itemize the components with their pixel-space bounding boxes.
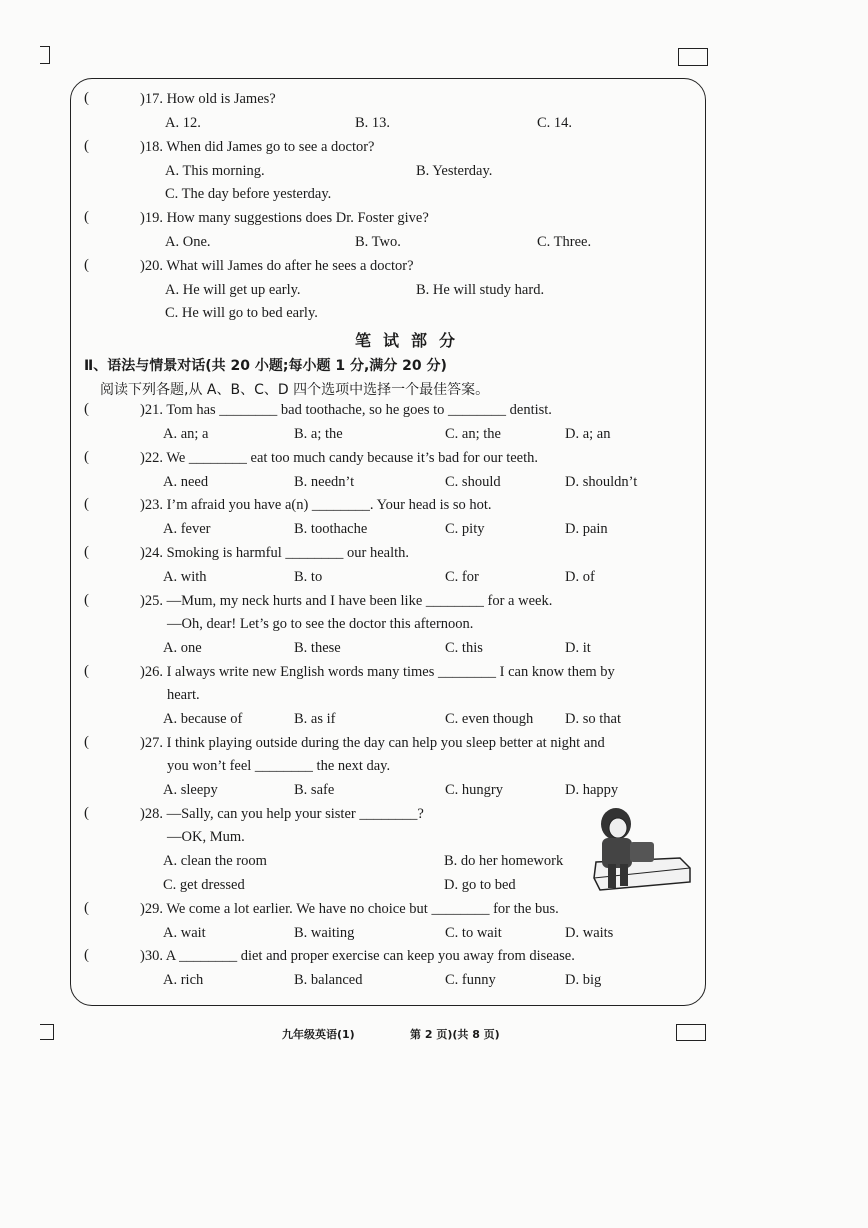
q28-option-c: C. get dressed — [163, 877, 245, 893]
q22-option-d: D. shouldn’t — [565, 474, 638, 490]
section-instruction: 阅读下列各题,从 A、B、C、D 四个选项中选择一个最佳答案。 — [100, 382, 490, 398]
q27-option-a: A. sleepy — [163, 782, 218, 798]
answer-paren: ( — [84, 496, 89, 512]
answer-paren: ( — [84, 592, 89, 608]
q29-option-a: A. wait — [163, 925, 206, 941]
q22-option-c: C. should — [445, 474, 501, 490]
q29-option-b: B. waiting — [294, 925, 355, 941]
q30-option-a: A. rich — [163, 972, 204, 988]
q21-option-a: A. an; a — [163, 426, 209, 442]
q20-option-a: A. He will get up early. — [165, 282, 301, 298]
q17-option-c: C. 14. — [537, 115, 573, 131]
question-24: )24. Smoking is harmful ________ our health. — [140, 545, 410, 561]
q19-option-c: C. Three. — [537, 234, 592, 250]
q28-option-b: B. do her homework — [444, 853, 564, 869]
answer-paren: ( — [84, 401, 89, 417]
answer-paren: ( — [84, 90, 89, 106]
q26-option-b: B. as if — [294, 711, 336, 727]
q20-option-b: B. He will study hard. — [416, 282, 545, 298]
q24-option-c: C. for — [445, 569, 479, 585]
question-30: )30. A ________ diet and proper exercise can keep you away from disease. — [140, 948, 575, 964]
q23-option-c: C. pity — [445, 521, 485, 537]
answer-paren: ( — [84, 805, 89, 821]
question-26: )26. I always write new English words many times ________ I can know them by — [140, 664, 615, 680]
question-19: )19. How many suggestions does Dr. Foster give? — [140, 210, 429, 226]
question-22: )22. We ________ eat too much candy because it’s bad for our teeth. — [140, 450, 539, 466]
q26-option-a: A. because of — [163, 711, 243, 727]
q30-option-d: D. big — [565, 972, 602, 988]
q20-option-c: C. He will go to bed early. — [165, 305, 318, 321]
q19-option-b: B. Two. — [355, 234, 401, 250]
q23-option-b: B. toothache — [294, 521, 368, 537]
q17-option-b: B. 13. — [355, 115, 391, 131]
q21-option-b: B. a; the — [294, 426, 343, 442]
corner-mark-top-right — [678, 48, 708, 66]
q18-option-c: C. The day before yesterday. — [165, 186, 332, 202]
q22-option-a: A. need — [163, 474, 209, 490]
q21-option-c: C. an; the — [445, 426, 501, 442]
question-17: )17. How old is James? — [140, 91, 276, 107]
q27-option-c: C. hungry — [445, 782, 503, 798]
q21-option-d: D. a; an — [565, 426, 611, 442]
q19-option-a: A. One. — [165, 234, 211, 250]
question-28: )28. —Sally, can you help your sister ________? — [140, 806, 424, 822]
q18-option-b: B. Yesterday. — [416, 163, 493, 179]
answer-paren: ( — [84, 449, 89, 465]
q17-option-a: A. 12. — [165, 115, 201, 131]
answer-paren: ( — [84, 209, 89, 225]
question-25: )25. —Mum, my neck hurts and I have been like ________ for a week. — [140, 593, 553, 609]
question-27-line2: you won’t feel ________ the next day. — [167, 758, 391, 774]
footer-subject: 九年级英语(1) — [282, 1028, 355, 1041]
answer-paren: ( — [84, 663, 89, 679]
q24-option-a: A. with — [163, 569, 207, 585]
q24-option-d: D. of — [565, 569, 595, 585]
q29-option-c: C. to wait — [445, 925, 502, 941]
question-18: )18. When did James go to see a doctor? — [140, 139, 375, 155]
q27-option-d: D. happy — [565, 782, 619, 798]
q30-option-b: B. balanced — [294, 972, 363, 988]
answer-paren: ( — [84, 900, 89, 916]
q26-option-c: C. even though — [445, 711, 534, 727]
q30-option-c: C. funny — [445, 972, 496, 988]
answer-paren: ( — [84, 257, 89, 273]
footer-page-number: 第 2 页)(共 8 页) — [410, 1028, 500, 1041]
answer-paren: ( — [84, 138, 89, 154]
q25-option-c: C. this — [445, 640, 483, 656]
q24-option-b: B. to — [294, 569, 323, 585]
q26-option-d: D. so that — [565, 711, 621, 727]
q29-option-d: D. waits — [565, 925, 614, 941]
q22-option-b: B. needn’t — [294, 474, 355, 490]
question-20: )20. What will James do after he sees a doctor? — [140, 258, 414, 274]
q25-option-d: D. it — [565, 640, 591, 656]
girl-sitting-illustration — [588, 802, 692, 894]
question-28-line2: —OK, Mum. — [167, 829, 245, 845]
question-21: )21. Tom has ________ bad toothache, so he goes to ________ dentist. — [140, 402, 552, 418]
q18-option-a: A. This morning. — [165, 163, 265, 179]
corner-mark-bottom-right — [676, 1024, 706, 1041]
q25-option-b: B. these — [294, 640, 341, 656]
q25-option-a: A. one — [163, 640, 202, 656]
question-26-line2: heart. — [167, 687, 200, 703]
section-heading: Ⅱ、语法与情景对话(共 20 小题;每小题 1 分,满分 20 分) — [84, 358, 447, 374]
question-29: )29. We come a lot earlier. We have no choice but ________ for the bus. — [140, 901, 559, 917]
answer-paren: ( — [84, 734, 89, 750]
q23-option-d: D. pain — [565, 521, 608, 537]
q27-option-b: B. safe — [294, 782, 335, 798]
section-title: 笔试部分 — [355, 331, 468, 350]
corner-mark-top-left — [40, 46, 50, 64]
q28-option-a: A. clean the room — [163, 853, 267, 869]
question-27: )27. I think playing outside during the day can help you sleep better at night and — [140, 735, 605, 751]
q23-option-a: A. fever — [163, 521, 211, 537]
q28-option-d: D. go to bed — [444, 877, 516, 893]
answer-paren: ( — [84, 947, 89, 963]
question-23: )23. I’m afraid you have a(n) ________. Your head is so hot. — [140, 497, 492, 513]
answer-paren: ( — [84, 544, 89, 560]
corner-mark-bottom-left — [40, 1024, 54, 1040]
question-25-line2: —Oh, dear! Let’s go to see the doctor this afternoon. — [167, 616, 474, 632]
